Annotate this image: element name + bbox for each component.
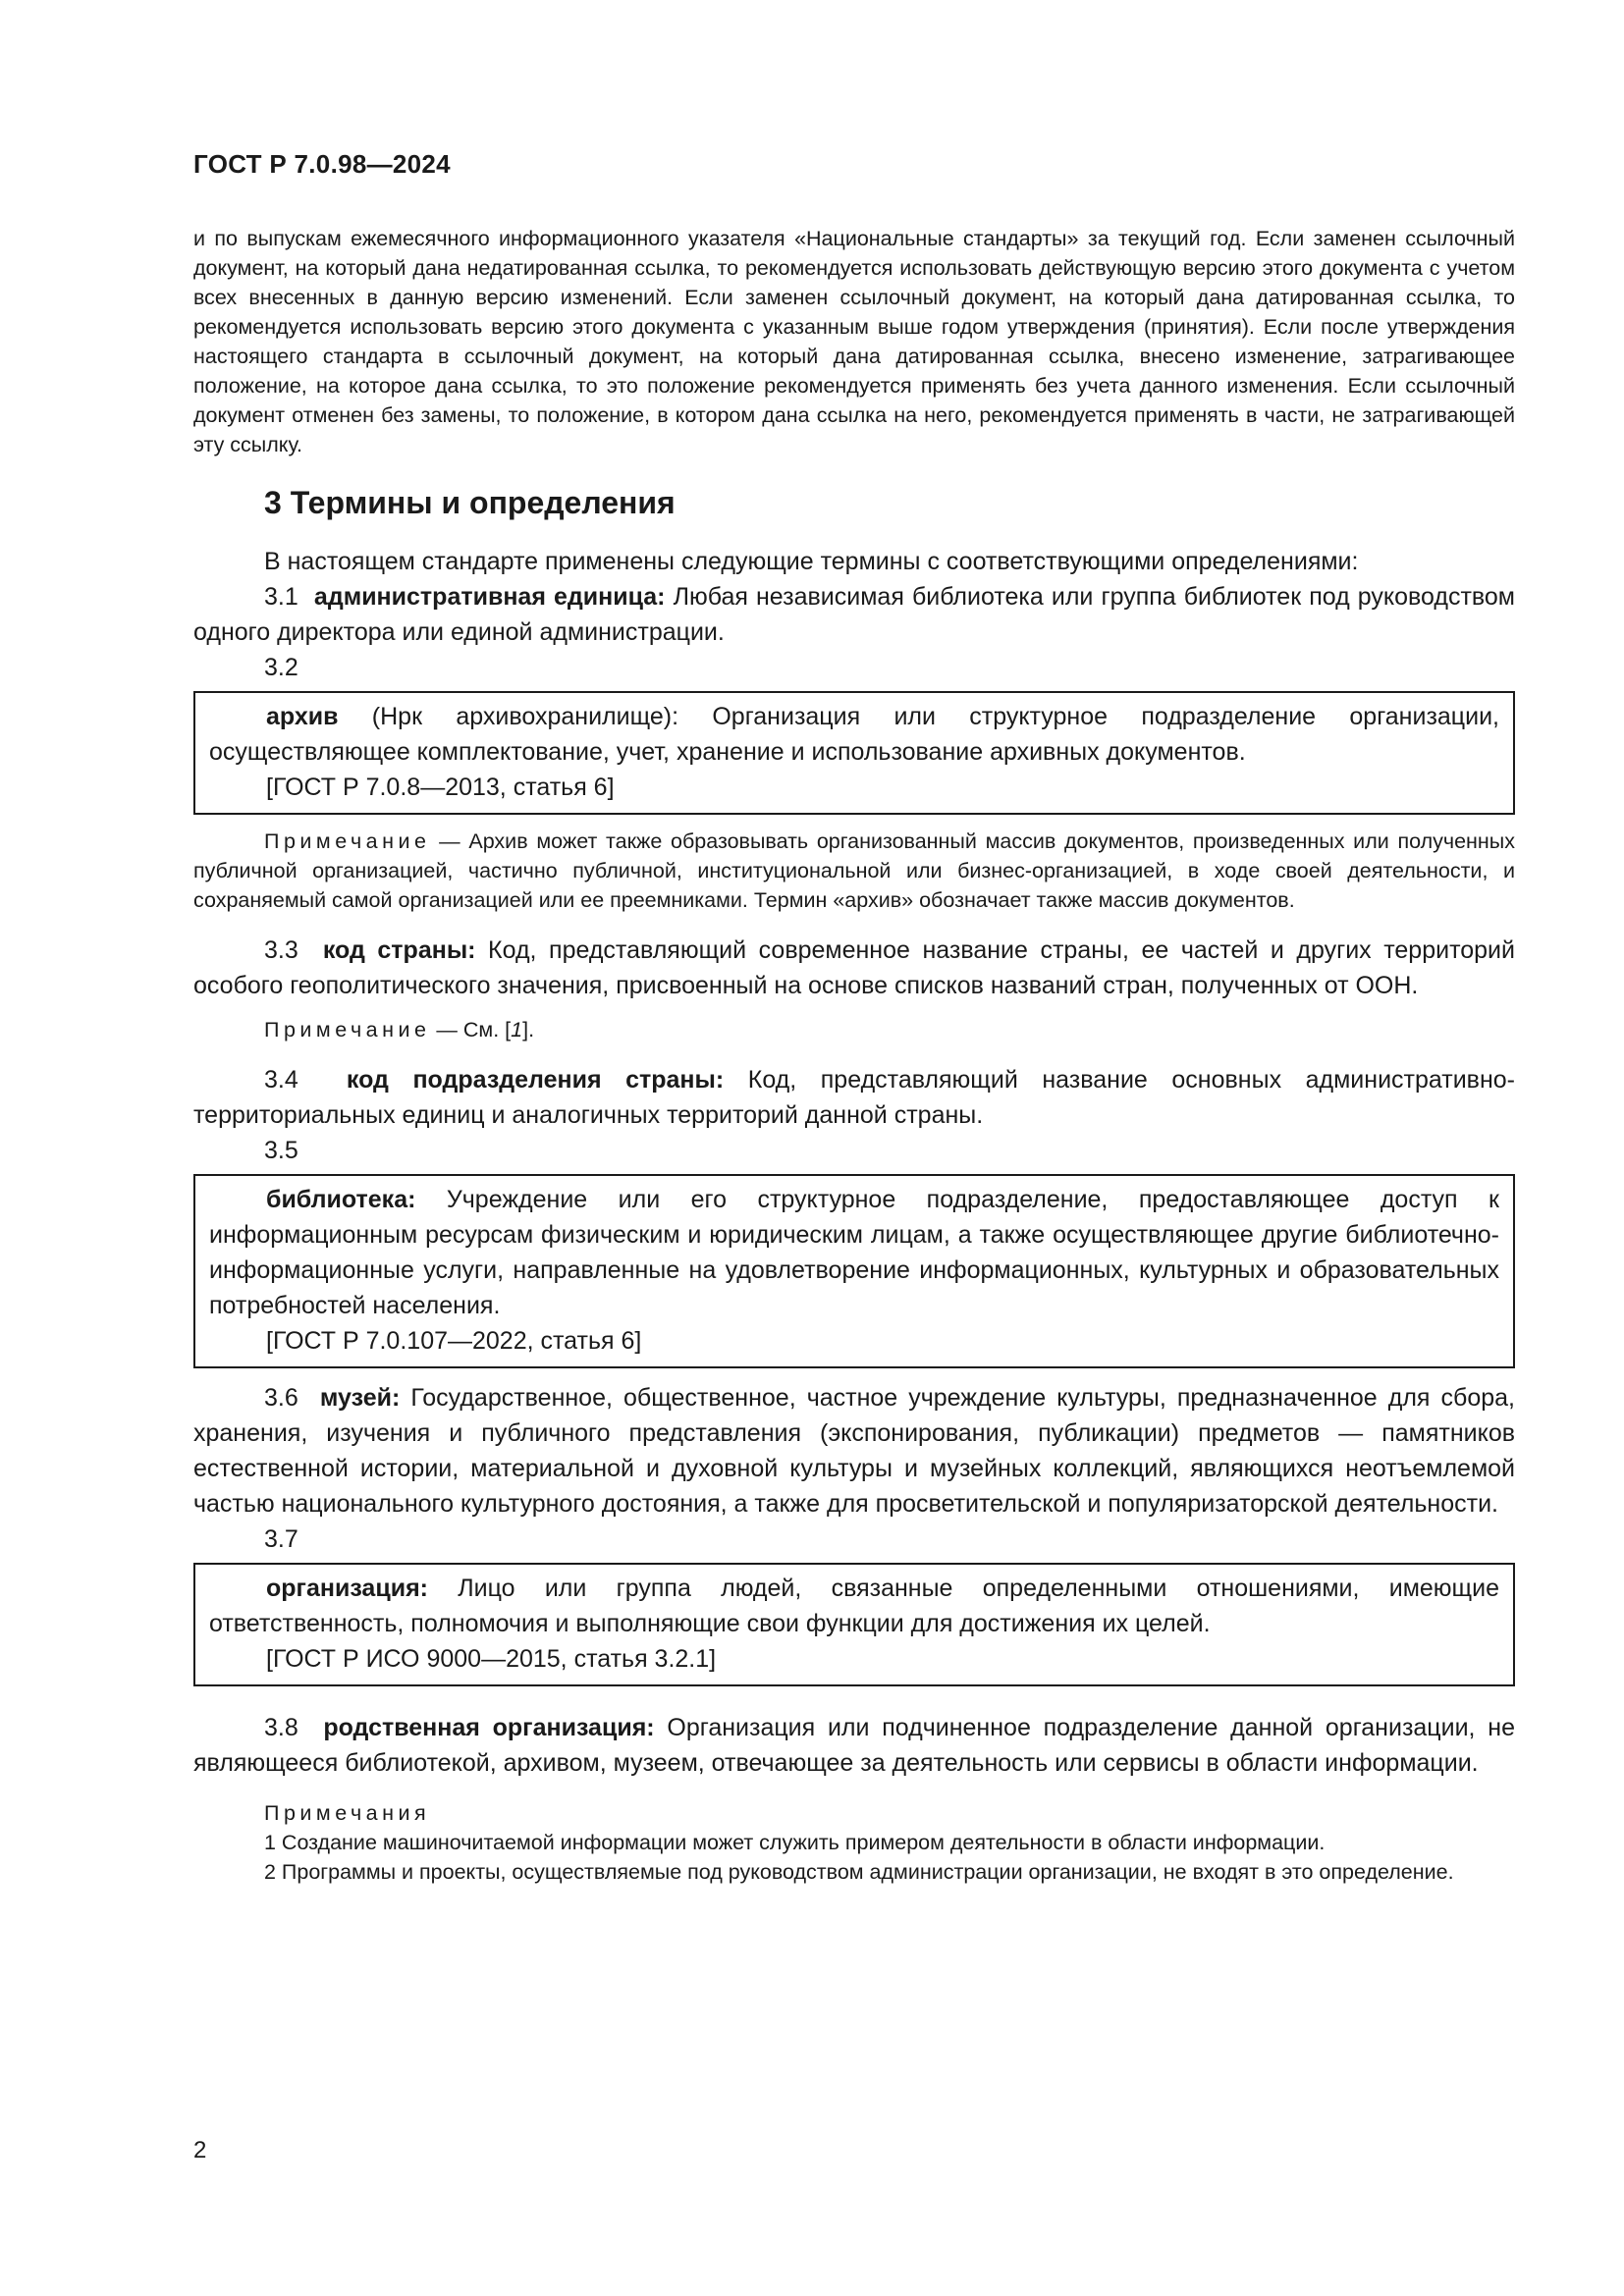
- term-3-5: [209, 1182, 1499, 1323]
- term-3-2: [209, 699, 1499, 770]
- term-definition: Лицо или группа людей, связанные определенными отношениями, имеющие ответственность, полномочия и выполняющие свои функции для достижения их целей.: [209, 1575, 1499, 1637]
- document-header: ГОСТ Р 7.0.98—2024: [193, 149, 451, 179]
- term-source: [ГОСТ Р ИСО 9000—2015, статья 3.2.1]: [266, 1645, 717, 1673]
- term-source: [ГОСТ Р 7.0.8—2013, статья 6]: [266, 774, 615, 801]
- term-source: [ГОСТ Р 7.0.107—2022, статья 6]: [266, 1327, 642, 1355]
- note-text: — Архив может также образовывать организованный массив документов, произведенных или полученных публичной организацией, частично публичной, институциональной или бизнес-организацией, в ходе своей деятельности, и сохраняемый самой организацией или ее преемниками. Термин «архив» обозначает также массив документов.: [193, 829, 1515, 912]
- term-3-8: [193, 1710, 1515, 1781]
- term-definition: Любая независимая библиотека или группа библиотек под руководством одного директора или единой администрации.: [193, 583, 1515, 646]
- note-3-8-1: 1 Создание машиночитаемой информации может служить примером деятельности в области информации.: [264, 1831, 1326, 1854]
- term-number-3-5: 3.5: [264, 1137, 298, 1164]
- term-3-7: [209, 1571, 1499, 1641]
- note-text-end: ].: [522, 1018, 535, 1041]
- term-number: 3.4: [264, 1066, 298, 1094]
- page-content: [193, 224, 1515, 1887]
- note-reference: 1: [511, 1018, 523, 1041]
- page-number: 2: [193, 2137, 207, 2163]
- term-number: 3.3: [264, 936, 298, 964]
- term-name: музей:: [319, 1384, 401, 1412]
- term-definition: Учреждение или его структурное подразделение, предоставляющее доступ к информационным ресурсам физическим и юридическим лицам, а также осуществляющее другие библиотечно-информационные услуги, направленные на удовлетворение информационных, культурных и образовательных потребностей населения.: [209, 1186, 1499, 1319]
- note-3-8-2: 2 Программы и проекты, осуществляемые под руководством администрации организации, не входят в это определение.: [264, 1860, 1454, 1884]
- note-3-2: [193, 827, 1515, 915]
- term-name: библиотека:: [266, 1186, 416, 1213]
- term-definition: Код, представляющий современное название страны, ее частей и других территорий особого геополитического значения, присвоенный на основе списков названий стран, полученных от ООН.: [193, 936, 1515, 999]
- note-3-3: [193, 1015, 1515, 1044]
- notes-label: Примечания: [264, 1801, 431, 1825]
- term-box-3-5: [193, 1174, 1515, 1368]
- term-box-3-7: [193, 1563, 1515, 1686]
- term-name: архив: [266, 703, 339, 730]
- term-number-3-2: 3.2: [264, 654, 298, 681]
- term-number: 3.8: [264, 1714, 298, 1741]
- term-name: код подразделения страны:: [346, 1066, 725, 1094]
- term-3-4: [193, 1062, 1515, 1133]
- term-definition: (Нрк архивохранилище): Организация или структурное подразделение организации, осуществляющее комплектование, учет, хранение и использование архивных документов.: [209, 703, 1499, 766]
- term-3-3: [193, 933, 1515, 1003]
- notes-label-3-8: [193, 1798, 1515, 1828]
- term-name: код страны:: [322, 936, 476, 964]
- term-definition: Организация или подчиненное подразделение данной организации, не являющееся библиотекой, архивом, музеем, отвечающее за деятельность или сервисы в области информации.: [193, 1714, 1515, 1777]
- term-definition: Код, представляющий название основных административно-территориальных единиц и аналогичных территорий данной страны.: [193, 1066, 1515, 1129]
- term-number: 3.1: [264, 583, 298, 611]
- term-3-1: [193, 579, 1515, 650]
- term-number-3-7: 3.7: [264, 1525, 298, 1553]
- intro-paragraph: и по выпускам ежемесячного информационного указателя «Национальные стандарты» за текущий год. Если заменен ссылочный документ, на который дана недатированная ссылка, то рекомендуется использовать действующую версию этого документа с учетом всех внесенных в данную версию изменений. Если заменен ссылочный документ, на который дана датированная ссылка, то рекомендуется использовать версию этого документа с указанным выше годом утверждения (принятия). Если после утверждения настоящего стандарта в ссылочный документ, на который дана датированная ссылка, внесено изменение, затрагивающее положение, на которое дана ссылка, то это положение рекомендуется применять без учета данного изменения. Если ссылочный документ отменен без замены, то положение, в котором дана ссылка на него, рекомендуется применять в части, не затрагивающей эту ссылку.: [193, 227, 1515, 456]
- note-text: — См. [: [430, 1018, 512, 1041]
- term-definition: Государственное, общественное, частное учреждение культуры, предназначенное для сбора, хранения, изучения и публичного представления (экспонирования, публикации) предметов — памятников естественной истории, материальной и духовной культуры и музейных коллекций, являющихся неотъемлемой частью национального культурного достояния, а также для просветительской и популяризаторской деятельности.: [193, 1384, 1515, 1518]
- note-label: Примечание: [264, 829, 431, 853]
- term-box-3-2: [193, 691, 1515, 815]
- term-number: 3.6: [264, 1384, 298, 1412]
- term-3-6: [193, 1380, 1515, 1522]
- term-name: организация:: [266, 1575, 428, 1602]
- note-label: Примечание: [264, 1018, 431, 1041]
- term-name: административная единица:: [313, 583, 666, 611]
- term-name: родственная организация:: [323, 1714, 655, 1741]
- section-title: 3 Термины и определения: [264, 485, 676, 520]
- section-lead: В настоящем стандарте применены следующие термины с соответствующими определениями:: [264, 548, 1359, 575]
